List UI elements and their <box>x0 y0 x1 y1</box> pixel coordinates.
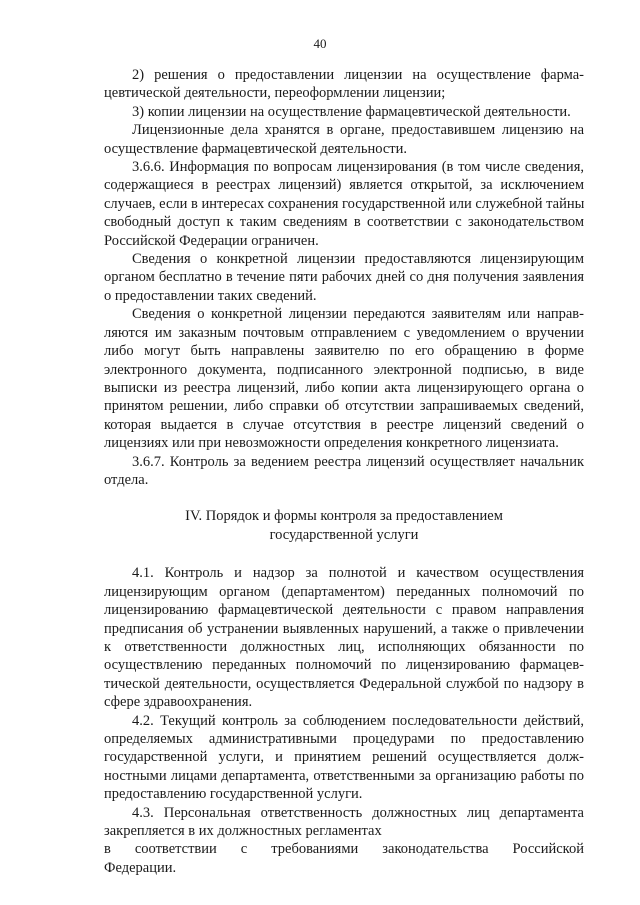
text-line: 3.6.6. Информация по вопросам лицензирования (в том числе сведения, <box>132 159 584 176</box>
text-line: Сведения о конкретной лицензии передаются заявителям или направ- <box>132 306 584 323</box>
section-heading-line: IV. Порядок и формы контроля за предоставлением <box>185 508 503 525</box>
text-line: осуществление фармацевтической деятельности. <box>104 140 407 157</box>
text-line: к ответственности должностных лиц, исполняющих обязанности по <box>104 638 584 655</box>
text-line: Федерации. <box>104 859 177 876</box>
text-line: осуществлению переданных полномочий по лицензированию фармацев- <box>104 657 584 674</box>
text-line: отдела. <box>104 471 149 488</box>
text-line: лицензиях или при невозможности определения конкретного лицензиата. <box>104 435 559 452</box>
text-line: 3) копии лицензии на осуществление фармацевтической деятельности. <box>132 103 571 120</box>
paragraph <box>104 121 584 158</box>
paragraph <box>104 712 584 804</box>
text-line: государственной услуги, и принятием решений осуществляется долж- <box>104 749 584 766</box>
text-line: которая выдается в случае отсутствия в реестре лицензий сведений о <box>104 416 584 433</box>
text-line: 4.3. Персональная ответственность должностных лиц департамента <box>132 804 584 821</box>
text-line: лицензированию фармацевтической деятельности с правом направления <box>104 602 584 619</box>
text-line: цевтической деятельности, переоформлении лицензии; <box>104 85 446 102</box>
paragraph <box>104 453 584 490</box>
document-body <box>104 66 584 877</box>
text-line: 4.2. Текущий контроль за соблюдением последовательности действий, <box>132 712 584 729</box>
text-line: предоставлению государственной услуги. <box>104 786 363 803</box>
text-line: Российской Федерации ограничен. <box>104 232 319 249</box>
paragraph <box>104 250 584 305</box>
paragraph <box>104 564 584 711</box>
paragraph <box>104 158 584 250</box>
text-line: определяемых административными процедурами по предоставлению <box>104 731 584 747</box>
paragraph-group-a <box>104 66 584 489</box>
paragraph <box>104 103 584 121</box>
paragraph <box>104 804 584 841</box>
section-heading <box>104 507 584 545</box>
text-line: тической деятельности, осуществляется Федеральной службой по надзору в <box>104 675 584 692</box>
section-heading-line: государственной услуги <box>269 527 419 544</box>
text-line: лицензирующим органом (департаментом) переданных полномочий по <box>104 583 584 600</box>
text-line: ностными лицами департамента, ответственными за организацию работы по <box>104 767 584 784</box>
text-line: либо могут быть направлены заявителю по его обращению в форме <box>104 343 584 360</box>
text-line: Лицензионные дела хранятся в органе, предоставившем лицензию на <box>132 122 584 139</box>
paragraph-group-b <box>104 564 584 877</box>
text-line: 3.6.7. Контроль за ведением реестра лицензий осуществляет начальник <box>132 453 584 470</box>
paragraph <box>104 305 584 452</box>
text-line: содержащиеся в реестрах лицензий) является открытой, за исключением <box>104 177 584 194</box>
text-line: свободный доступ к таким сведениям в соответствии с законодательством <box>104 214 584 231</box>
text-line: принятом решении, либо справки об отсутствии запрашиваемых сведений, <box>104 398 584 415</box>
text-line: о предоставлении таких сведений. <box>104 287 317 304</box>
text-line: Сведения о конкретной лицензии предоставляются лицензирующим <box>132 251 584 268</box>
text-line: электронного документа, подписанного электронной подписью, в виде <box>104 361 584 378</box>
text-line: закрепляется в их должностных регламентах <box>104 823 382 840</box>
text-line: сфере здравоохранения. <box>104 694 253 711</box>
text-line: 2) решения о предоставлении лицензии на осуществление фарма- <box>132 67 584 83</box>
text-line: предписания об устранении выявленных нарушений, а также о привлечении <box>104 620 584 637</box>
text-line: в соответствии с требованиями законодательства Российской <box>104 841 584 858</box>
paragraph <box>104 840 584 877</box>
page-number: 40 <box>313 36 327 51</box>
text-line: органом бесплатно в течение пяти рабочих дней со дня получения заявления <box>104 269 584 286</box>
text-line: 4.1. Контроль и надзор за полнотой и качеством осуществления <box>132 565 584 582</box>
text-line: случаев, если в интересах сохранения государственной или служебной тайны <box>104 195 585 212</box>
text-line: ляются им заказным почтовым отправлением с уведомлением о вручении <box>104 324 584 341</box>
paragraph <box>104 66 584 103</box>
text-line: выписки из реестра лицензий, либо копии акта лицензирующего органа о <box>104 379 584 396</box>
